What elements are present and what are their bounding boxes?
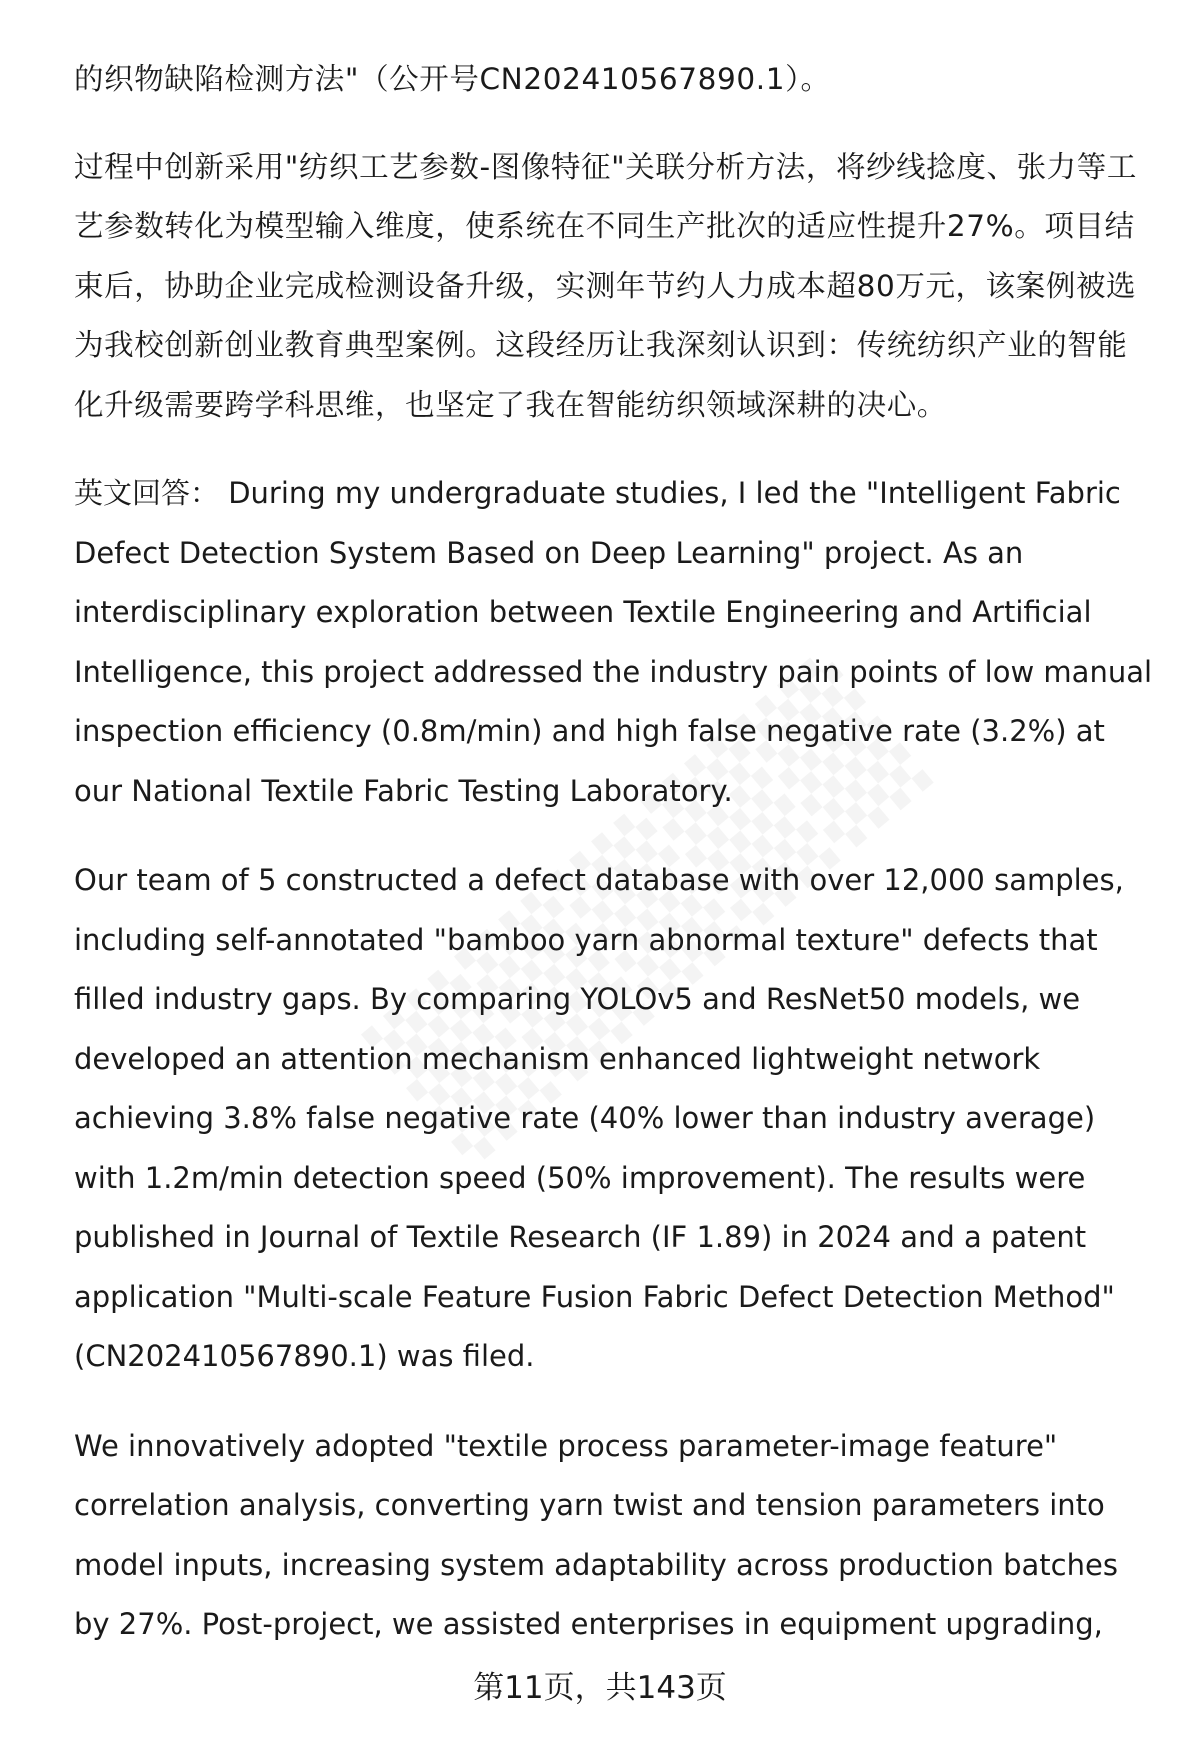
page-number: 第11页，共143页 bbox=[473, 1670, 727, 1706]
page-body bbox=[74, 50, 1154, 1655]
paragraph-english-team: Our team of 5 constructed a defect database with over 12,000 samples, including self-annotated "bamboo yarn abnormal texture" defects that filled industry gaps. By comparing YOLOv5 and ResNet50 models, we developed an attention mechanism enhanced lightweight network achieving 3.8% false negative rate (40% lower than industry average) with 1.2m/min detection speed (50% improvement). The results were published in Journal of Textile Research (IF 1.89) in 2024 and a patent application "Multi-scale Feature Fusion Fabric Defect Detection Method" (CN202410567890.1) was filed. bbox=[74, 863, 1124, 1373]
paragraph-english-intro: 英文回答： During my undergraduate studies, I led the "Intelligent Fabric Defect Detection System Based on Deep Learning" project. As an interdisciplinary exploration between Textile Engineering and Artificial Intelligence, this project addressed the industry pain points of low manual inspection efficiency (0.8m/min) and high false negative rate (3.2%) at our National Textile Fabric Testing Laboratory. bbox=[74, 476, 1153, 808]
paragraph-chinese-process: 过程中创新采用"纺织工艺参数-图像特征"关联分析方法，将纱线捻度、张力等工艺参数转化为模型输入维度，使系统在不同生产批次的适应性提升27%。项目结束后，协助企业完成检测设备升级，实测年节约人力成本超80万元，该案例被选为我校创新创业教育典型案例。这段经历让我深刻认识到：传统纺织产业的智能化升级需要跨学科思维，也坚定了我在智能纺织领域深耕的决心。 bbox=[74, 149, 1137, 422]
paragraph-continuation: 的织物缺陷检测方法"（公开号CN202410567890.1）。 bbox=[74, 62, 831, 96]
paragraph-english-innovation: We innovatively adopted "textile process parameter-image feature" correlation analysis, converting yarn twist and tension parameters into model inputs, increasing system adaptability across production batches by 27%. Post-project, we assisted enterprises in equipment upgrading, bbox=[74, 1428, 1118, 1641]
